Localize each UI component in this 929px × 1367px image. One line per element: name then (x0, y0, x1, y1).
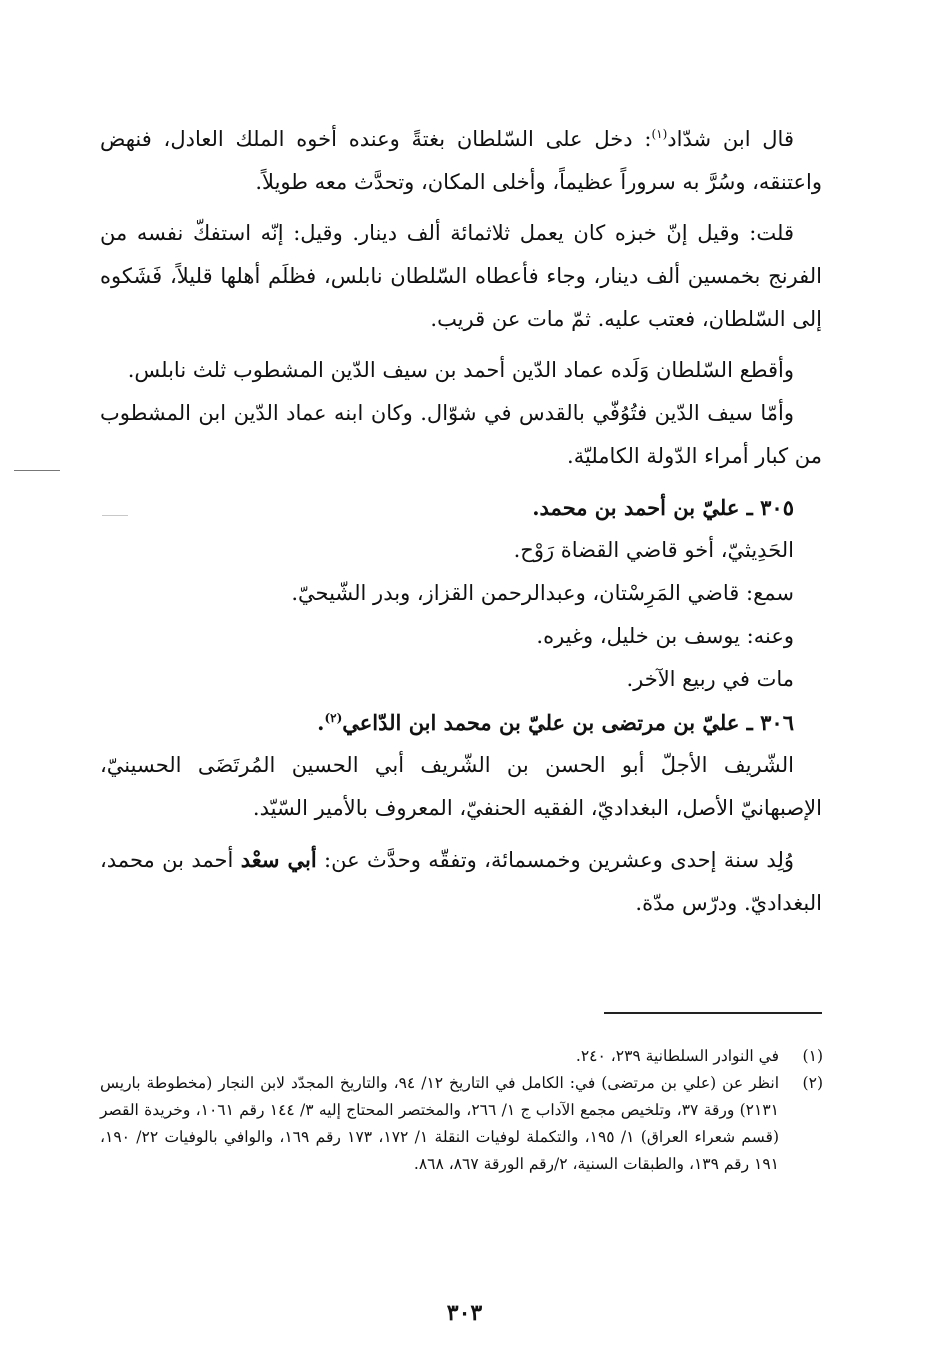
entry-305-heading: ٣٠٥ ـ عليّ بن أحمد بن محمد. (532, 495, 794, 520)
footnote-separator (604, 1012, 822, 1014)
entry-306-heading (100, 701, 822, 744)
entry-305-line: الحَدِيثيّ، أخو قاضي القضاة رَوْح. (513, 538, 794, 562)
entry-305-line: وعنه: يوسف بن خليل، وغيره. (536, 624, 794, 648)
main-text (100, 118, 822, 925)
margin-mark (14, 470, 60, 471)
entry-306-text-part: وُلِد سنة إحدى وعشرين وخمسمائة، وتفقّه وحدَّث عن: (316, 848, 794, 872)
entry-306-text-part: أحمد بن محمد، البغداديّ. ودرّس مدّة. (100, 848, 822, 915)
footnotes (100, 1043, 829, 1178)
paragraph-iqta: وأقطع السّلطان وَلَده عماد الدّين أحمد بن سيف الدّين المشطوب ثلث نابلس. (127, 358, 794, 382)
entry-306-text: الشّريف الأجلّ أبو الحسن بن الشّريف أبي الحسين المُرتَضَى الحسينيّ، الإصبهانيّ الأصل، البغداديّ، الفقيه الحنفيّ، المعروف بالأمير السّيّد. (100, 753, 822, 820)
entry-305-line: سمع: قاضي المَرِسْتان، وعبدالرحمن القزاز، وبدر الشّيحيّ. (291, 581, 794, 605)
footnote-ref-1[interactable]: (١) (651, 127, 668, 141)
entry-306-heading-text: ٣٠٦ ـ عليّ بن مرتضى بن عليّ بن محمد ابن الدّاعي (342, 710, 794, 735)
footnote-text: انظر عن (علي بن مرتضى) في: الكامل في التاريخ ١٢/ ٩٤، والتاريخ المجدّد لابن النجار (مخطوطة باريس ٢١٣١) ورقة ٣٧، وتلخيص مجمع الآداب ج ١/ ٢٦٦، والمختصر المحتاج إليه ٣/ ١٤٤ رقم ١٠٦١، وخريدة القصر (قسم شعراء العراق) ١/ ١٩٥، والتكملة لوفيات النقلة ١/ ١٧٢، ١٧٣ رقم ١٦٩، والوافي بالوفيات ٢٢/ ١٩٠، ١٩١ رقم ١٣٩، والطبقات السنية، ٢/رقم الورقة ٨٦٧، ٨٦٨. (100, 1074, 780, 1173)
footnote-number: (١) (802, 1047, 823, 1065)
paragraph-text-continued: : دخل على السّلطان بغتةً وعنده أخوه الملك العادل، فنهض واعتنقه، وسُرَّ به سروراً عظيماً، وأخلى المكان، وتحدَّث معه طويلاً. (100, 127, 822, 194)
footnote-ref-2[interactable]: (٢) (324, 711, 343, 725)
paragraph-ibn-shaddad (100, 118, 822, 204)
footnote-number: (٢) (802, 1074, 823, 1092)
entry-306-heading-period: . (317, 710, 325, 735)
footnote-2 (100, 1070, 829, 1178)
paragraph-text: قال ابن شدّاد (667, 127, 794, 151)
entry-305-line: مات في ربيع الآخر. (626, 667, 794, 691)
entry-306-name-bold: أبي سعْد (240, 847, 317, 872)
footnote-text: في النوادر السلطانية ٢٣٩، ٢٤٠. (575, 1047, 779, 1065)
page-number: ٣٠٣ (446, 1300, 483, 1326)
paragraph-qultu: قلت: وقيل إنّ خبزه كان يعمل ثلاثمائة ألف دينار. وقيل: إنّه استفكّ نفسه من الفرنج بخمسين ألف دينار، وجاء فأعطاه السّلطان نابلس، فظلَم أهلها قليلاً، فَشَكوه إلى السّلطان، فعتب عليه. ثمّ مات عن قريب. (100, 221, 822, 331)
entry-306-text (100, 838, 822, 925)
footnote-1 (100, 1043, 829, 1070)
paragraph-sayf-al-din: وأمّا سيف الدّين فتُوُفّي بالقدس في شوّال. وكان ابنه عماد الدّين ابن المشطوب من كبار أمراء الدّولة الكامليّة. (100, 401, 822, 468)
